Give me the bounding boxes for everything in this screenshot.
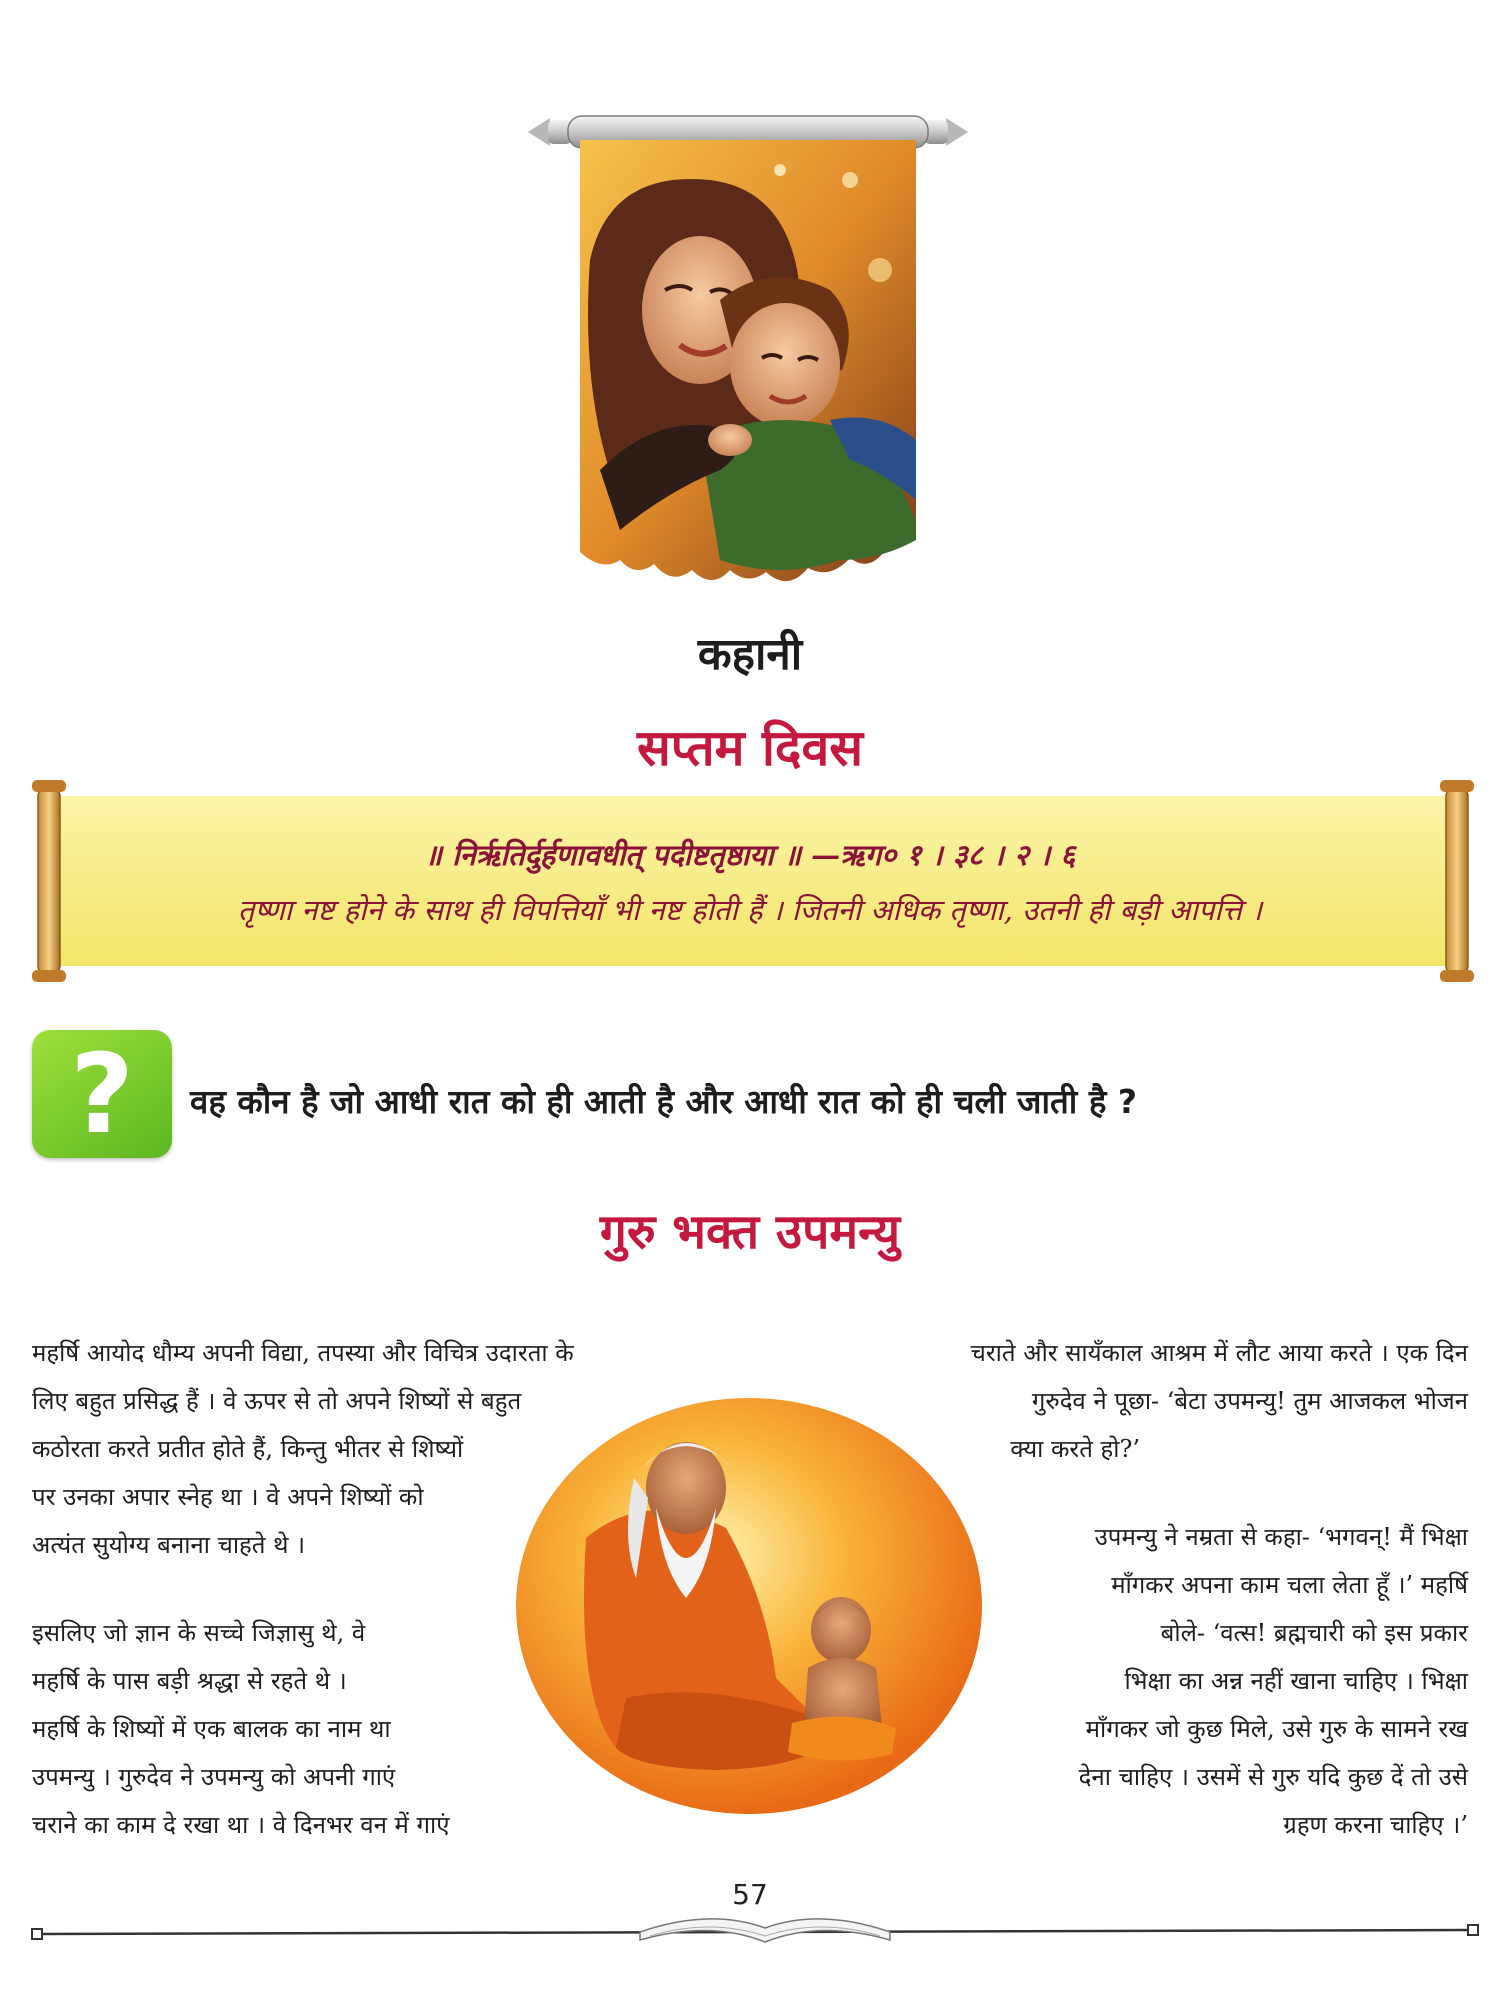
story-line: महर्षि आयोद धौम्य अपनी विद्या, तपस्या और विचित्र उदारता के — [32, 1339, 574, 1367]
story-line: चराने का काम दे रखा था । वे दिनभर वन में गाएं — [32, 1811, 450, 1839]
verse-meaning: तृष्णा नष्ट होने के साथ ही विपत्तियाँ भी नष्ट होती हैं । जितनी अधिक तृष्णा, उतनी ही बड़ी आपत्ति । — [237, 893, 1263, 927]
story-line: अत्यंत सुयोग्य बनाना चाहते थे । — [32, 1531, 306, 1559]
story-line: माँगकर अपना काम चला लेता हूँ ।’ महर्षि — [1111, 1571, 1468, 1599]
story-line: भिक्षा का अन्न नहीं खाना चाहिए । भिक्षा — [1124, 1667, 1468, 1695]
story-line: माँगकर जो कुछ मिले, उसे गुरु के सामने रख — [1085, 1715, 1468, 1743]
story-line: गुरुदेव ने पूछा- ‘बेटा उपमन्यु! तुम आजकल भोजन — [1031, 1387, 1468, 1415]
story-line: ग्रहण करना चाहिए ।’ — [1283, 1811, 1468, 1839]
story-line: उपमन्यु ने नम्रता से कहा- ‘भगवन्! मैं भिक्षा — [1094, 1523, 1468, 1551]
story-line: महर्षि के पास बड़ी श्रद्धा से रहते थे । — [32, 1667, 347, 1695]
story-line: क्या करते हो?’ — [1010, 1435, 1140, 1463]
story-line: महर्षि के शिष्यों में एक बालक का नाम था — [32, 1715, 391, 1743]
story-line: चराते और सायँकाल आश्रम में लौट आया करते । एक दिन — [970, 1339, 1468, 1367]
story-line: देना चाहिए । उसमें से गुरु यदि कुछ दें तो उसे — [1078, 1763, 1468, 1791]
story-line: कठोरता करते प्रतीत होते हैं, किन्तु भीतर से शिष्यों — [32, 1435, 464, 1463]
question-mark-icon: ? — [32, 1030, 172, 1158]
sage-disciple-illustration — [516, 1398, 982, 1814]
day-title: सप्तम दिवस — [636, 719, 864, 777]
riddle-question: वह कौन है जो आधी रात को ही आती है और आधी रात को ही चली जाती है ? — [190, 1082, 1137, 1121]
open-book-footer-ornament — [30, 1900, 1480, 1960]
story-line: बोले- ‘वत्स! ब्रह्मचारी को इस प्रकार — [1160, 1619, 1468, 1647]
story-line: उपमन्यु । गुरुदेव ने उपमन्यु को अपनी गाएं — [32, 1763, 396, 1791]
story-line: लिए बहुत प्रसिद्ध हैं । वे ऊपर से तो अपने शिष्यों से बहुत — [32, 1387, 522, 1415]
mother-child-illustration — [580, 140, 916, 600]
quote-scroll — [28, 776, 1478, 986]
story-title: गुरु भक्त उपमन्यु — [599, 1204, 901, 1260]
story-line: पर उनका अपार स्नेह था । वे अपने शिष्यों को — [32, 1483, 424, 1511]
story-line: इसलिए जो ज्ञान के सच्चे जिज्ञासु थे, वे — [32, 1619, 366, 1647]
section-label: कहानी — [697, 629, 803, 680]
sanskrit-verse: ॥ निर्ऋतिर्दुर्हणावधीत् पदीष्टतृष्ठाया ॥ —ऋग० १ । ३८ । २ । ६ — [424, 838, 1076, 872]
page-number: 57 — [732, 1878, 768, 1911]
